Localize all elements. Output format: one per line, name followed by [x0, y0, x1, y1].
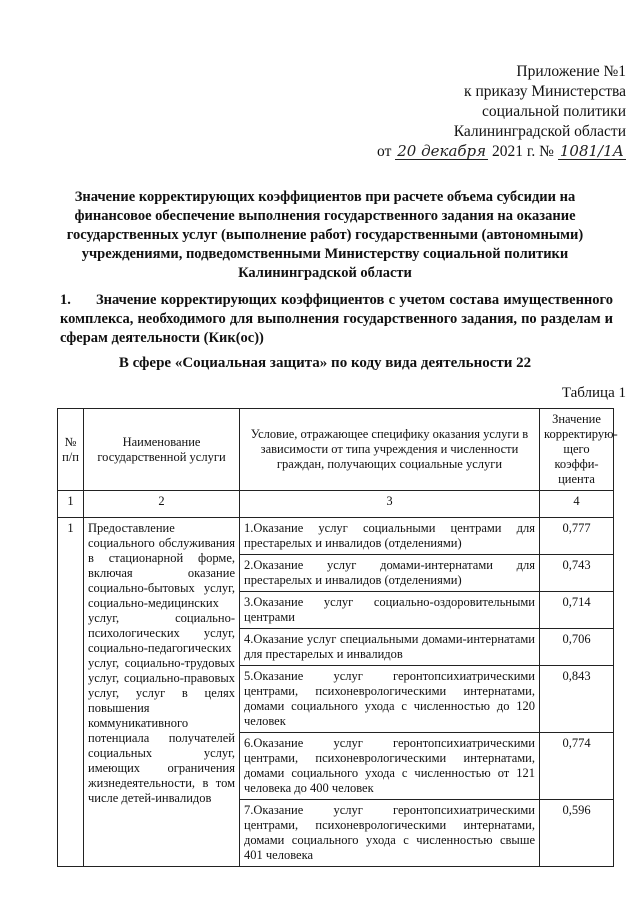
- coefficient-value: 0,714: [540, 592, 614, 629]
- header-service: Наименование государственной услуги: [84, 409, 240, 491]
- from-label: от: [377, 143, 392, 160]
- coefficient-value: 0,596: [540, 800, 614, 867]
- table-row: [58, 518, 614, 555]
- coefficient-value: 0,743: [540, 555, 614, 592]
- section-heading: [60, 291, 613, 348]
- header-value: Значение корректирую-щего коэффи-циента: [540, 409, 614, 491]
- subheading: В сфере «Социальная защита» по коду вида деятельности 22: [118, 355, 532, 371]
- section-number: 1.: [60, 292, 71, 308]
- column-number: 4: [540, 491, 614, 518]
- coefficient-value: 0,706: [540, 629, 614, 666]
- appendix-header: [377, 62, 626, 162]
- appendix-date-line: [377, 142, 626, 162]
- year-text: 2021 г. №: [491, 143, 554, 160]
- appendix-order-line: к приказу Министерства: [464, 83, 626, 100]
- column-number: 1: [58, 491, 84, 518]
- condition-cell: 6.Оказание услуг геронтопсихиатрическими центрами, психоневрологическими интернатами, домами социального ухода с численностью от 121 человека до 400 человек: [240, 733, 540, 800]
- condition-cell: 3.Оказание услуг социально-оздоровительными центрами: [240, 592, 540, 629]
- header-condition: Условие, отражающее специфику оказания услуги в зависимости от типа учреждения и численности граждан, получающих социальные услуги: [240, 409, 540, 491]
- handwritten-number: 1081/1А: [559, 142, 624, 160]
- column-number-row: [58, 491, 614, 518]
- appendix-ministry-line: социальной политики: [481, 103, 626, 120]
- header-number: № п/п: [58, 409, 84, 491]
- coefficient-value: 0,843: [540, 666, 614, 733]
- condition-cell: 2.Оказание услуг домами-интернатами для престарелых и инвалидов (отделениями): [240, 555, 540, 592]
- document-title: Значение корректирующих коэффициентов при расчете объема субсидии на финансовое обеспечение выполнения государственного задания на оказание государственных услуг (выполнение работ) государственными (автономными) учреждениями, подведомственными Министерству социальной политики Калининградской области: [66, 189, 584, 281]
- appendix-title: Приложение №1: [516, 63, 626, 80]
- coefficient-value: 0,774: [540, 733, 614, 800]
- condition-cell: 7.Оказание услуг геронтопсихиатрическими центрами, психоневрологическими интернатами, домами социального ухода с численностью свыше 401 человека: [240, 800, 540, 867]
- handwritten-date: 20 декабря: [397, 142, 487, 160]
- table-label: Таблица 1: [561, 385, 626, 401]
- coefficients-table: [57, 408, 618, 867]
- section-text: Значение корректирующих коэффициентов с учетом состава имущественного комплекса, необходимого для выполнения государственного задания, по разделам и сферам деятельности (Кик(ос)): [60, 292, 613, 346]
- column-number: 2: [84, 491, 240, 518]
- column-number: 3: [240, 491, 540, 518]
- row-number: 1: [58, 518, 84, 867]
- service-name: Предоставление социального обслуживания в стационарной форме, включая оказание социально-бытовых услуг, социально-медицинских услуг, социально-психологических услуг, социально-педагогических услуг, социально-трудовых услуг, социально-правовых услуг, услуг в целях повышения коммуникативного потенциала получателей социальных услуг, имеющих ограничения жизнедеятельности, в том числе детей-инвалидов: [84, 518, 240, 867]
- condition-cell: 1.Оказание услуг социальными центрами для престарелых и инвалидов (отделениями): [240, 518, 540, 555]
- condition-cell: 5.Оказание услуг геронтопсихиатрическими центрами, психоневрологическими интернатами, домами социального ухода с численностью до 120 человек: [240, 666, 540, 733]
- coefficient-value: 0,777: [540, 518, 614, 555]
- appendix-region-line: Калининградской области: [453, 123, 626, 140]
- condition-cell: 4.Оказание услуг специальными домами-интернатами для престарелых и инвалидов: [240, 629, 540, 666]
- table-header-row: [58, 409, 614, 491]
